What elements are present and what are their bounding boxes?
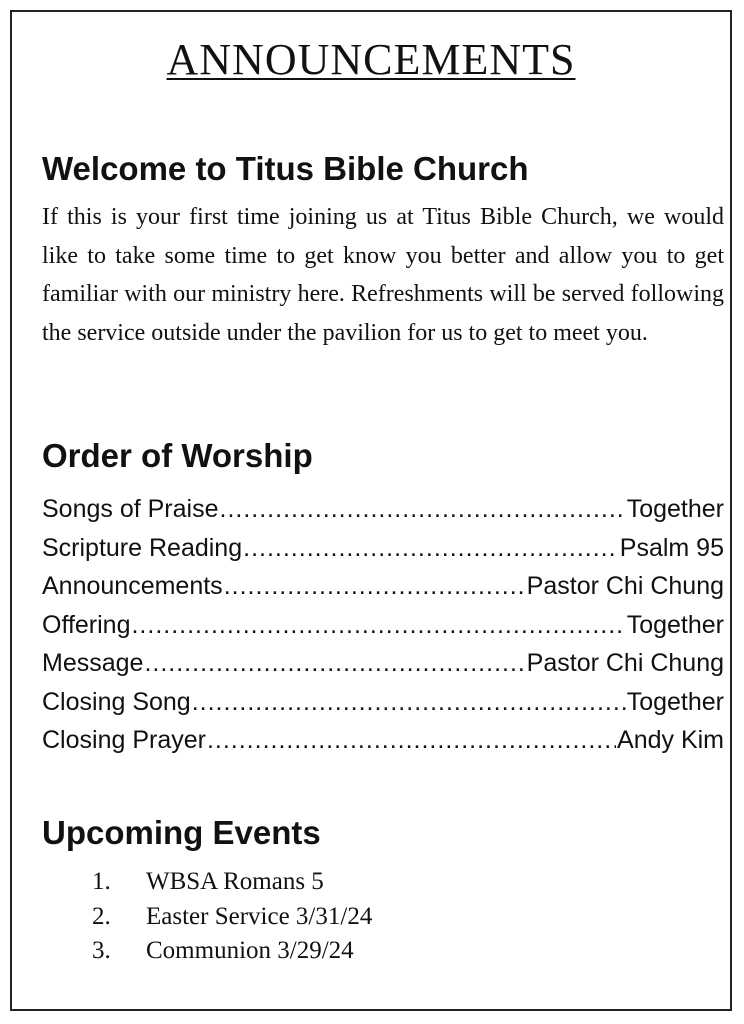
event-item: [92, 934, 372, 969]
order-item-leader: Pastor Chi Chung: [526, 572, 724, 600]
event-text: WBSA Romans 5: [146, 868, 324, 895]
order-item-label: Songs of Praise: [42, 495, 219, 523]
order-item-leader: Pastor Chi Chung: [526, 649, 724, 677]
order-item-leader: Together: [626, 495, 724, 523]
page-title-text: ANNOUNCEMENTS: [166, 35, 576, 84]
order-item-songs-of-praise: [42, 490, 724, 529]
order-item-label: Announcements: [42, 572, 223, 600]
event-number: 3.: [92, 937, 111, 964]
upcoming-events-heading: Upcoming Events: [42, 814, 321, 851]
event-number: 2.: [92, 902, 111, 930]
event-item: [92, 900, 372, 935]
event-text: Easter Service 3/31/24: [146, 902, 373, 930]
announcement-card: [10, 10, 732, 1011]
upcoming-events-list: [92, 865, 372, 969]
welcome-paragraph: If this is your first time joining us at Titus Bible Church, we would like to take some time to get know you better and allow you to get familiar with our ministry here. Refreshments will be served following the service outside under the pavilion for us to get to meet you.: [42, 204, 724, 346]
order-item-announcements: [42, 567, 724, 606]
order-item-label: Message: [42, 649, 144, 677]
order-item-label: Closing Prayer: [42, 726, 206, 754]
order-item-leader: Andy Kim: [617, 726, 724, 754]
order-of-worship-list: [42, 490, 724, 760]
dot-leader: [192, 683, 626, 722]
dot-leader: [224, 567, 526, 606]
order-item-leader: Together: [626, 610, 724, 639]
order-item-scripture-reading: [42, 529, 724, 568]
order-item-label: Offering: [42, 610, 131, 639]
dot-leader: [131, 606, 625, 645]
dot-leader: [144, 644, 525, 683]
dot-leader: [220, 490, 626, 529]
event-text: Communion 3/29/24: [146, 937, 354, 964]
event-item: [92, 865, 372, 900]
order-item-leader: Together: [626, 687, 724, 716]
order-item-closing-prayer: [42, 721, 724, 760]
dot-leader: [207, 721, 616, 760]
order-item-message: [42, 644, 724, 683]
order-item-label: Closing Song: [42, 687, 191, 716]
order-item-closing-song: [42, 683, 724, 722]
order-item-leader: Psalm 95: [619, 533, 724, 562]
order-of-worship-heading: Order of Worship: [42, 437, 313, 474]
dot-leader: [243, 529, 619, 568]
event-number: 1.: [92, 868, 111, 895]
welcome-heading: Welcome to Titus Bible Church: [42, 150, 529, 187]
order-item-label: Scripture Reading: [42, 533, 243, 562]
order-item-offering: [42, 606, 724, 645]
page-title: [12, 34, 730, 86]
